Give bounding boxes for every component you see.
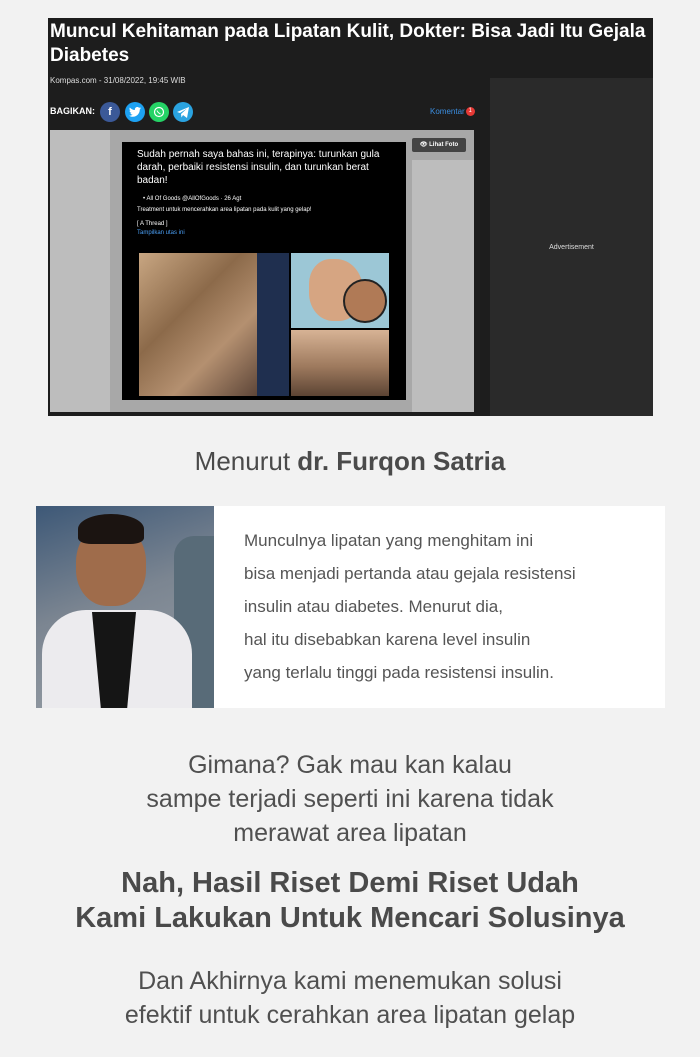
article-title[interactable]: Muncul Kehitaman pada Lipatan Kulit, Dokter: Bisa Jadi Itu Gejala Diabetes xyxy=(50,21,646,66)
attribution-prefix: Menurut xyxy=(194,446,298,476)
paragraph-line: Gimana? Gak mau kan kalau xyxy=(188,751,512,779)
armpit-photo-image xyxy=(291,330,389,396)
neck-illustration-image xyxy=(291,253,389,328)
facebook-icon[interactable]: f xyxy=(100,102,120,122)
doctor-quote-text xyxy=(244,524,654,689)
tweet-quoted-text: Treatment untuk mencerahkan area lipatan pada kulit yang gelap! xyxy=(137,207,312,213)
eye-icon: 👁 xyxy=(419,142,430,148)
tweet-main-text: Sudah pernah saya bahas ini, terapinya: turunkan gula darah, perbaiki resistensi insulin, dan turunkan berat badan! xyxy=(137,149,380,186)
whatsapp-icon[interactable] xyxy=(149,102,169,122)
paragraph-line: sampe terjadi seperti ini karena tidak xyxy=(146,785,554,813)
headline-line: Kami Lakukan Untuk Mencari Solusinya xyxy=(75,902,625,934)
doctor-hair xyxy=(78,514,144,544)
gallery-background-left xyxy=(50,130,110,412)
tweet-show-thread-link[interactable]: Tampilkan utas ini xyxy=(137,230,185,236)
paragraph-line: efektif untuk cerahkan area lipatan gelap xyxy=(124,1001,576,1029)
tweet-embed xyxy=(122,142,406,400)
quote-line: yang terlalu tinggi pada resistensi insulin. xyxy=(244,663,554,682)
illustration-zoom-circle xyxy=(343,279,387,323)
article-screenshot xyxy=(48,18,653,416)
doctor-photo xyxy=(36,506,214,708)
article-meta: Kompas.com - 31/08/2022, 19:45 WIB xyxy=(50,76,186,85)
neck-photo-image xyxy=(139,253,289,396)
research-headline xyxy=(0,866,700,936)
article-image-gallery[interactable] xyxy=(50,130,474,412)
quote-line: insulin atau diabetes. Menurut dia, xyxy=(244,597,503,616)
doctor-name: dr. Furqon Satria xyxy=(297,446,506,476)
quote-line: hal itu disebabkan karena level insulin xyxy=(244,630,531,649)
quote-line: bisa menjadi pertanda atau gejala resistensi xyxy=(244,564,576,583)
solution-paragraph xyxy=(0,964,700,1032)
comment-link[interactable] xyxy=(430,107,475,116)
share-label: BAGIKAN: xyxy=(50,106,95,116)
quote-line: Munculnya lipatan yang menghitam ini xyxy=(244,531,534,550)
twitter-icon[interactable] xyxy=(125,102,145,122)
lihat-foto-button[interactable] xyxy=(412,138,466,152)
lihat-foto-label: Lihat Foto xyxy=(429,142,459,148)
paragraph-line: Dan Akhirnya kami menemukan solusi xyxy=(138,967,562,995)
comment-count-badge: 1 xyxy=(466,107,475,116)
tweet-quoted-author: • All Of Goods @AllOfGoods · 26 Agt xyxy=(143,196,242,202)
advertisement-panel[interactable] xyxy=(490,78,653,416)
tweet-thread-label: [ A Thread ] xyxy=(137,221,168,227)
doctor-quote-card xyxy=(36,506,665,708)
photo-dark-background xyxy=(257,253,289,396)
tweet-quoted-author-text: All Of Goods @AllOfGoods · 26 Agt xyxy=(146,196,242,202)
source-attribution xyxy=(0,446,700,477)
question-paragraph xyxy=(0,748,700,850)
paragraph-line: merawat area lipatan xyxy=(233,819,467,847)
advertisement-label: Advertisement xyxy=(549,244,594,251)
comment-label: Komentar xyxy=(430,107,465,116)
telegram-icon[interactable] xyxy=(173,102,193,122)
gallery-background-right xyxy=(412,160,474,412)
headline-line: Nah, Hasil Riset Demi Riset Udah xyxy=(121,867,579,899)
